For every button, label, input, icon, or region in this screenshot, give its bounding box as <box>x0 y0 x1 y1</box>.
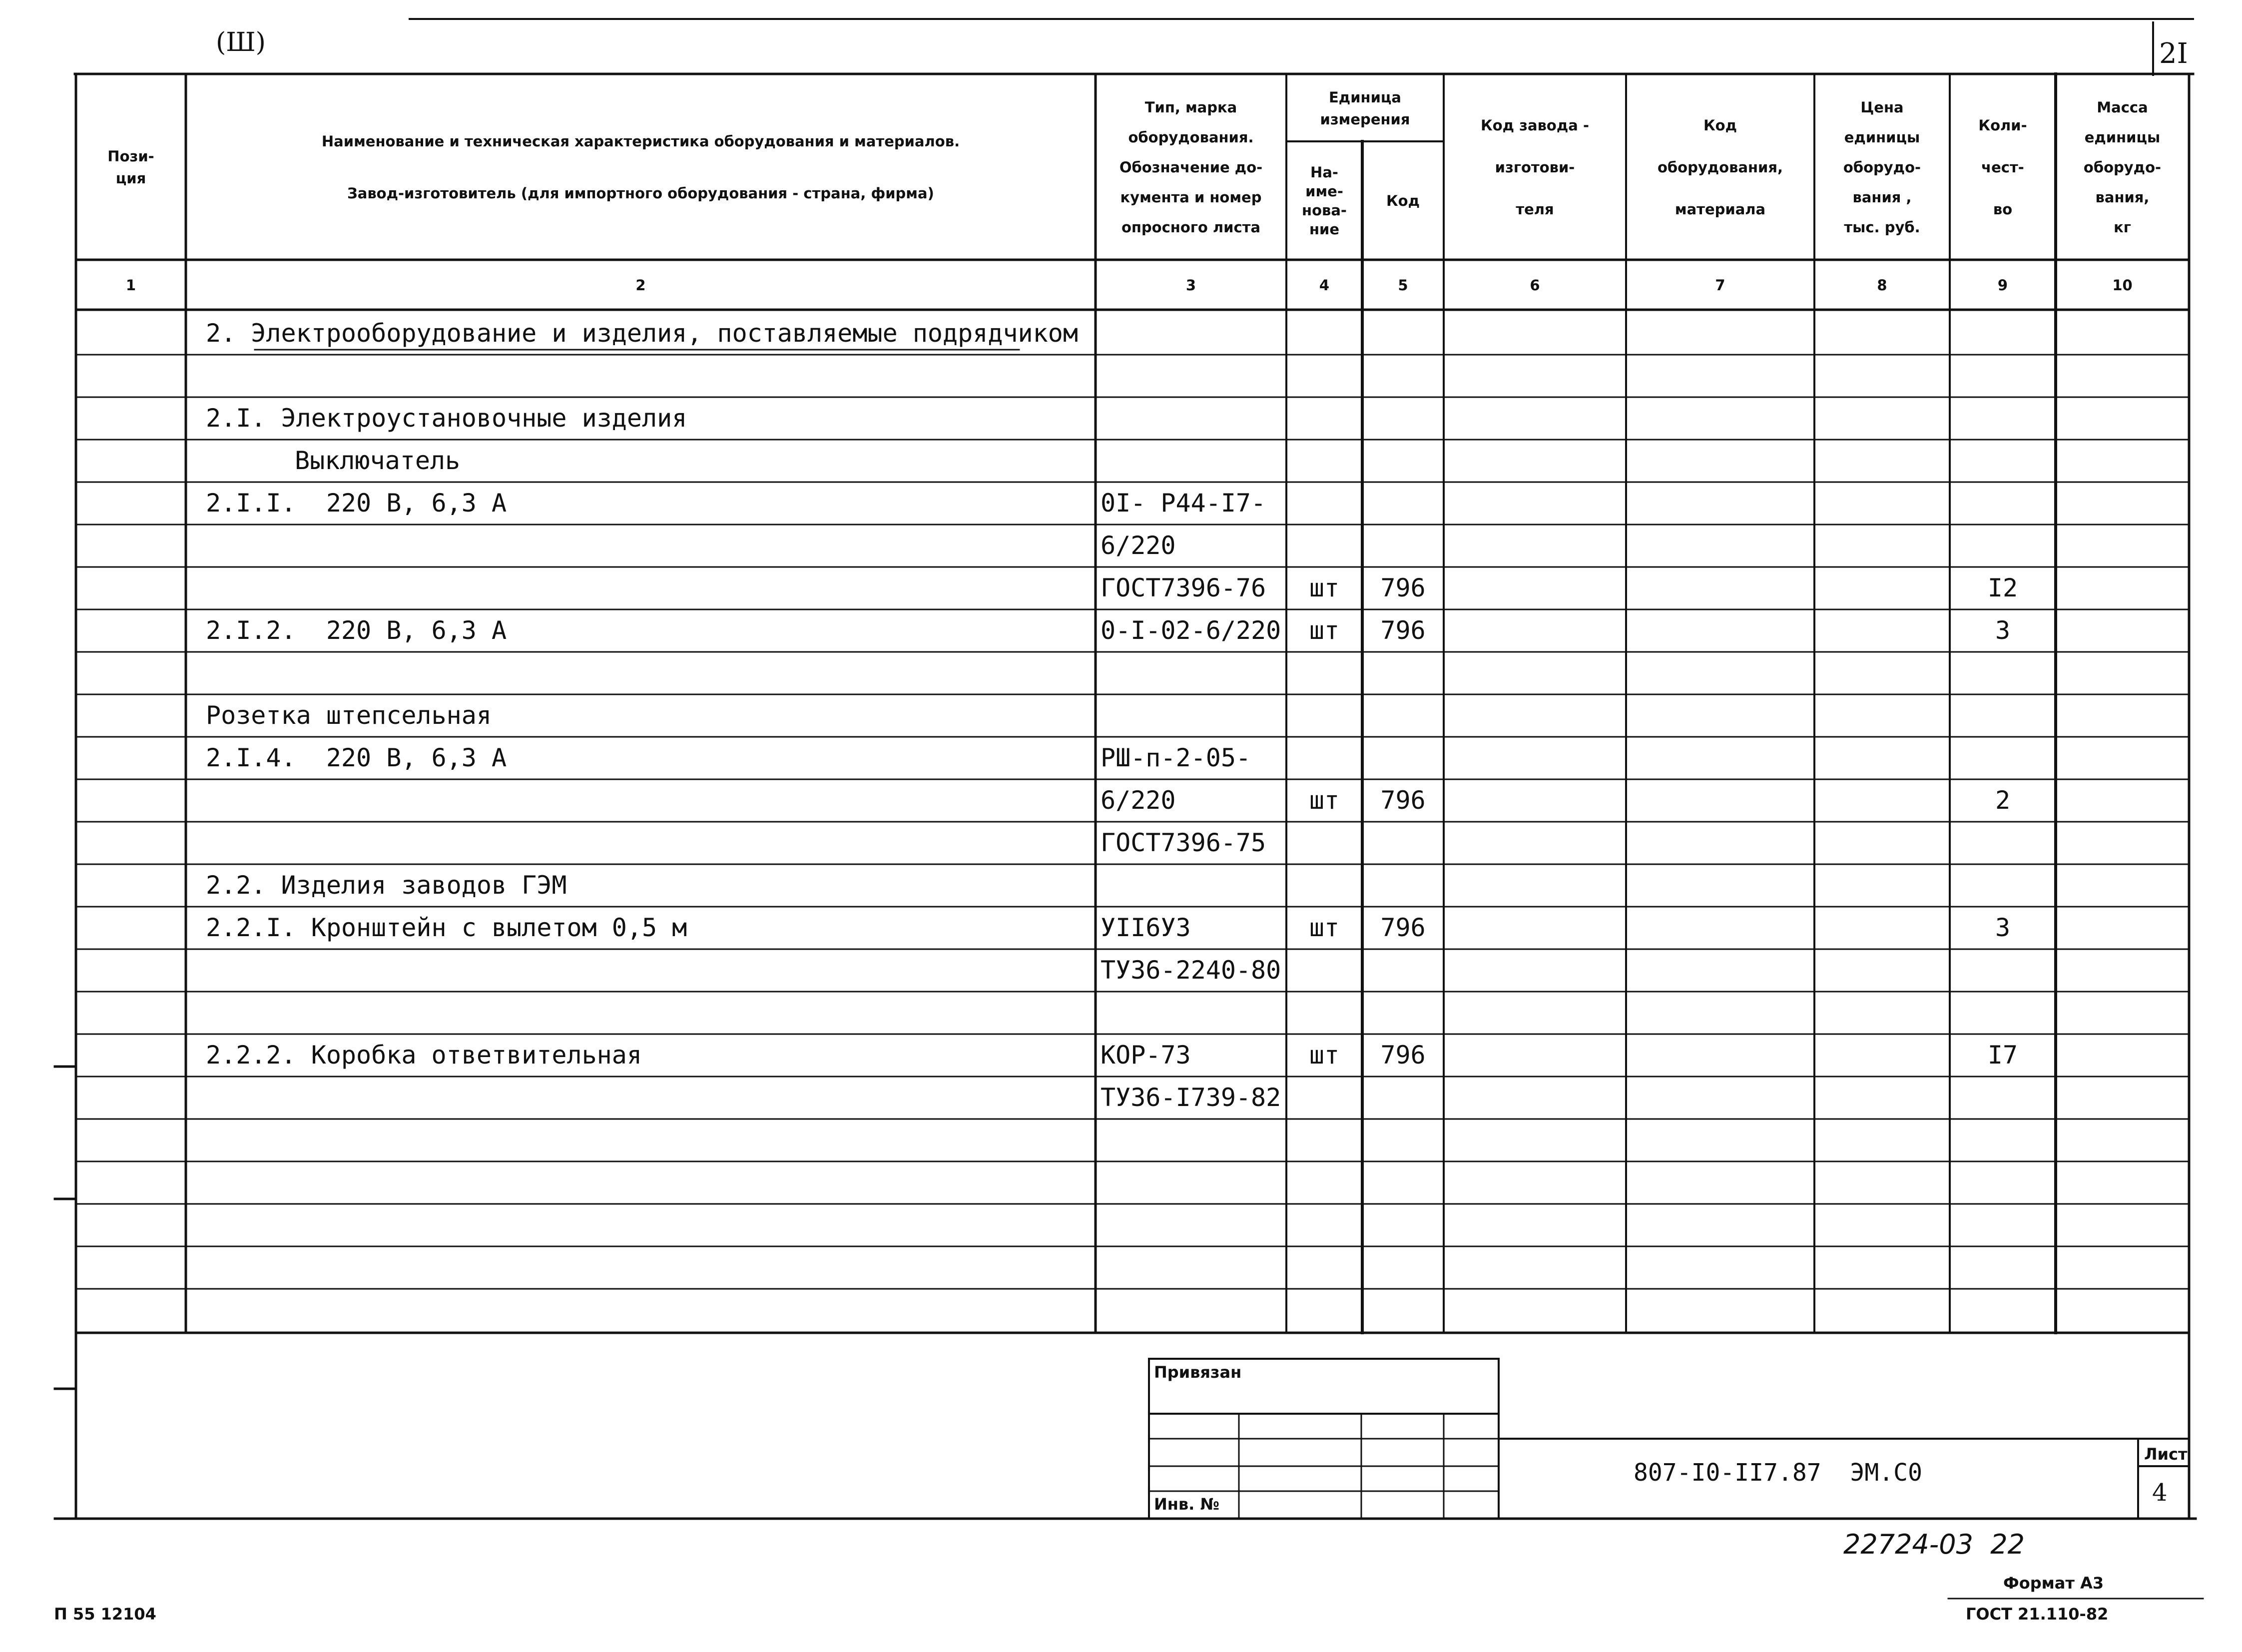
bottom-left-code: П 55 12104 <box>54 1605 156 1624</box>
row-type: 0I- Р44-I7- <box>1101 489 1266 518</box>
row-unit <box>1286 482 1362 525</box>
row-name: 2.I. Электроустановочные изделия <box>206 404 687 433</box>
header-factory-code <box>1444 75 1626 260</box>
row-unit <box>1286 1289 1362 1331</box>
column-number: 5 <box>1398 277 1408 294</box>
row-name: 2.2. Изделия заводов ГЭМ <box>206 871 567 900</box>
header-unit-name <box>1286 141 1362 260</box>
row-unit <box>1286 1246 1362 1289</box>
row-qty <box>1950 312 2056 355</box>
row-name <box>206 779 1090 822</box>
row-qty <box>1950 822 2056 864</box>
handwritten-number: 22724-03 22 <box>1843 1529 2025 1560</box>
header-name <box>186 75 1096 260</box>
row-name: 2. Электрооборудование и изделия, поставляемые подрядчиком <box>206 319 1078 348</box>
header-name-line2: Завод-изготовитель (для импортного оборудования - страна, фирма) <box>347 185 934 202</box>
row-code <box>1362 525 1444 567</box>
row-code <box>1362 694 1444 737</box>
corner-mark: (Ш) <box>216 27 266 57</box>
document-code: 807-I0-II7.87 ЭМ.С0 <box>1634 1459 1922 1487</box>
header-equipment-code-label: Код оборудования, материала <box>1657 117 1783 218</box>
row-unit <box>1286 1204 1362 1246</box>
row-type <box>1101 1161 1285 1204</box>
row-unit <box>1286 822 1362 864</box>
row-code <box>1362 822 1444 864</box>
row-code <box>1362 652 1444 694</box>
row-code <box>1362 1289 1444 1331</box>
row-qty <box>1950 1161 2056 1204</box>
row-type: 6/220 <box>1101 531 1176 560</box>
column-number: 3 <box>1185 277 1196 294</box>
row-code: 796 <box>1380 913 1426 942</box>
row-name <box>206 1119 1090 1161</box>
column-number: 10 <box>2112 277 2133 294</box>
stamp-privyazan: Привязан <box>1154 1363 1242 1382</box>
row-name: 2.I.2. 220 В, 6,3 А <box>206 616 507 645</box>
row-code <box>1362 1119 1444 1161</box>
header-mass <box>2056 75 2189 260</box>
row-name <box>206 949 1090 992</box>
row-qty <box>1950 694 2056 737</box>
row-name: 2.I.I. 220 В, 6,3 А <box>206 489 507 518</box>
header-price-label: Цена единицы оборудо- вания , тыс. руб. <box>1843 99 1921 236</box>
header-mass-label: Масса единицы оборудо- вания, кг <box>2083 99 2162 236</box>
row-type <box>1101 1246 1285 1289</box>
row-unit <box>1286 949 1362 992</box>
row-qty <box>1950 949 2056 992</box>
row-type <box>1101 355 1285 397</box>
header-unit-name-label: На- име- нова- ние <box>1302 163 1347 238</box>
row-unit <box>1286 992 1362 1034</box>
column-number: 4 <box>1319 277 1330 294</box>
column-number: 2 <box>635 277 646 294</box>
row-type: ГОСТ7396-76 <box>1101 573 1266 602</box>
row-type: 0-I-02-6/220 <box>1101 616 1281 645</box>
row-name <box>206 525 1090 567</box>
row-code: 796 <box>1380 1041 1426 1070</box>
row-name <box>206 652 1090 694</box>
row-unit <box>1286 652 1362 694</box>
row-code <box>1362 992 1444 1034</box>
row-code <box>1362 482 1444 525</box>
row-unit <box>1286 397 1362 440</box>
row-code <box>1362 440 1444 482</box>
column-number: 8 <box>1877 277 1887 294</box>
list-number: 4 <box>2152 1479 2168 1507</box>
row-type <box>1101 992 1285 1034</box>
header-factory-code-label: Код завода - изготови- теля <box>1481 117 1589 218</box>
row-qty <box>1950 397 2056 440</box>
header-quantity-label: Коли- чест- во <box>1978 117 2027 218</box>
row-type <box>1101 1204 1285 1246</box>
row-type: КОР-73 <box>1101 1041 1191 1070</box>
row-qty <box>1950 482 2056 525</box>
row-qty <box>1950 440 2056 482</box>
header-equipment-code <box>1626 75 1814 260</box>
row-type <box>1101 397 1285 440</box>
row-qty: I7 <box>1987 1041 2018 1070</box>
header-unit-group-label: Единица измерения <box>1320 88 1410 128</box>
row-unit <box>1286 694 1362 737</box>
row-qty: 3 <box>1995 913 2011 942</box>
row-type <box>1101 1119 1285 1161</box>
row-name: 2.2.2. Коробка ответвительная <box>206 1041 642 1070</box>
row-name: 2.I.4. 220 В, 6,3 А <box>206 743 507 772</box>
row-unit <box>1286 1119 1362 1161</box>
header-type <box>1096 75 1286 260</box>
stamp-inv-label: Инв. № <box>1154 1495 1219 1514</box>
row-unit: шт <box>1309 913 1340 942</box>
row-qty <box>1950 1119 2056 1161</box>
header-unit-group <box>1286 75 1444 141</box>
row-type: ГОСТ7396-75 <box>1101 828 1266 857</box>
header-name-line1: Наименование и техническая характеристика оборудования и материалов. <box>321 133 960 150</box>
row-code <box>1362 397 1444 440</box>
row-code <box>1362 1077 1444 1119</box>
header-type-label: Тип, марка оборудования. Обозначение до- кумента и номер опросного листа <box>1119 99 1263 236</box>
row-name <box>206 355 1090 397</box>
header-quantity <box>1950 75 2056 260</box>
row-qty: I2 <box>1987 573 2018 602</box>
column-number: 1 <box>125 277 136 294</box>
row-code: 796 <box>1380 786 1426 815</box>
row-type <box>1101 312 1285 355</box>
row-qty <box>1950 737 2056 779</box>
row-name <box>206 1161 1090 1204</box>
row-qty: 2 <box>1995 786 2011 815</box>
row-type: РШ-п-2-05- <box>1101 743 1251 772</box>
header-price <box>1814 75 1950 260</box>
row-unit: шт <box>1309 573 1340 602</box>
row-type <box>1101 440 1285 482</box>
row-code <box>1362 949 1444 992</box>
row-code <box>1362 312 1444 355</box>
row-name: 2.2.I. Кронштейн с вылетом 0,5 м <box>206 913 687 942</box>
row-qty <box>1950 1246 2056 1289</box>
column-number: 6 <box>1530 277 1540 294</box>
row-qty <box>1950 525 2056 567</box>
row-name <box>206 1289 1090 1331</box>
gost-label: ГОСТ 21.110-82 <box>1966 1605 2109 1624</box>
header-position <box>76 75 186 260</box>
row-name <box>206 822 1090 864</box>
row-qty <box>1950 1077 2056 1119</box>
row-name <box>206 992 1090 1034</box>
row-name <box>206 1246 1090 1289</box>
row-code <box>1362 1246 1444 1289</box>
header-unit-code <box>1362 141 1444 260</box>
row-code <box>1362 737 1444 779</box>
row-type <box>1101 864 1285 907</box>
row-unit <box>1286 525 1362 567</box>
row-unit <box>1286 440 1362 482</box>
format-label: Формат А3 <box>2003 1574 2104 1593</box>
row-qty <box>1950 355 2056 397</box>
row-code <box>1362 864 1444 907</box>
row-code: 796 <box>1380 573 1426 602</box>
row-name <box>206 567 1090 609</box>
header-position-label: Пози- ция <box>107 148 154 187</box>
row-type <box>1101 652 1285 694</box>
row-type: УII6У3 <box>1101 913 1191 942</box>
row-name: Выключатель <box>295 446 461 475</box>
row-qty: 3 <box>1995 616 2011 645</box>
row-unit <box>1286 864 1362 907</box>
row-unit <box>1286 355 1362 397</box>
row-qty <box>1950 652 2056 694</box>
row-unit: шт <box>1309 786 1340 815</box>
row-code <box>1362 1161 1444 1204</box>
row-unit <box>1286 737 1362 779</box>
row-unit <box>1286 1161 1362 1204</box>
row-code <box>1362 1204 1444 1246</box>
row-code: 796 <box>1380 616 1426 645</box>
row-name: Розетка штепсельная <box>206 701 492 730</box>
row-unit: шт <box>1309 1041 1340 1070</box>
row-name <box>206 1077 1090 1119</box>
row-type: 6/220 <box>1101 786 1176 815</box>
row-unit <box>1286 312 1362 355</box>
column-number: 7 <box>1715 277 1725 294</box>
row-code <box>1362 355 1444 397</box>
row-name <box>206 1204 1090 1246</box>
row-unit <box>1286 1077 1362 1119</box>
column-number: 9 <box>1997 277 2008 294</box>
row-type <box>1101 1289 1285 1331</box>
row-type <box>1101 694 1285 737</box>
sheet-number-top: 2I <box>2159 37 2188 70</box>
row-unit: шт <box>1309 616 1340 645</box>
header-unit-code-label: Код <box>1386 192 1420 209</box>
row-qty <box>1950 992 2056 1034</box>
row-qty <box>1950 1204 2056 1246</box>
row-qty <box>1950 864 2056 907</box>
row-type: ТУ36-2240-80 <box>1101 956 1281 985</box>
list-label: Лист <box>2144 1445 2188 1464</box>
row-type: ТУ36-I739-82 <box>1101 1083 1281 1112</box>
row-qty <box>1950 1289 2056 1331</box>
